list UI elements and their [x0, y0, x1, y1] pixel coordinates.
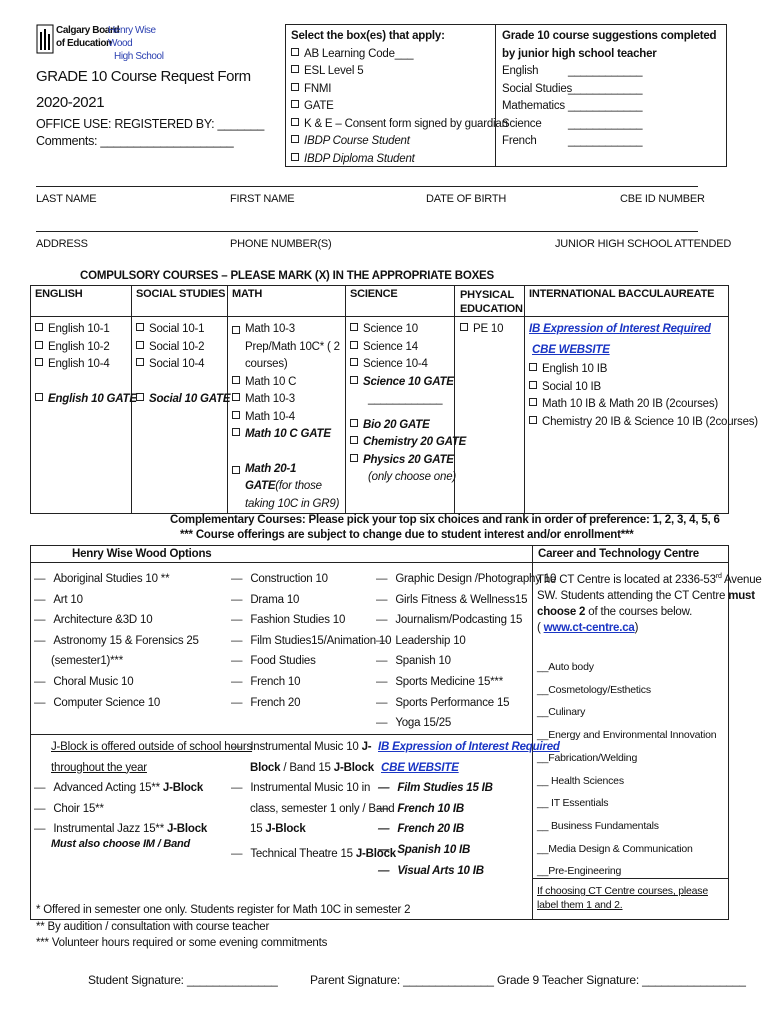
course-option[interactable]: — Computer Science 10: [34, 693, 199, 714]
science-option[interactable]: Science 10 GATE: [350, 374, 466, 392]
header-pe: PHYSICAL EDUCATION: [460, 289, 523, 315]
science-option[interactable]: Science 10: [350, 321, 466, 339]
form-title: GRADE 10 Course Request Form: [36, 68, 251, 85]
course-option[interactable]: — Journalism/Podcasting 15: [376, 610, 556, 631]
school-name-1: Henry Wise Wood: [108, 25, 156, 49]
ctc-course[interactable]: __ Business Fundamentals: [537, 819, 659, 832]
course-option[interactable]: — French 10 IB: [378, 799, 560, 820]
parent-signature[interactable]: Parent Signature: ______________: [310, 973, 494, 987]
student-signature[interactable]: Student Signature: ______________: [88, 973, 278, 987]
header-social: SOCIAL STUDIES: [136, 288, 226, 300]
field-dob: DATE OF BIRTH: [426, 193, 507, 205]
course-option[interactable]: — Choir 15**: [34, 799, 252, 820]
course-option[interactable]: — Technical Theatre 15 J-Block: [231, 844, 371, 865]
field-address: ADDRESS: [36, 238, 88, 250]
cbe-logo-icon: [36, 24, 54, 54]
course-option-cont: class, semester 1 only / Band: [250, 802, 395, 815]
ib-option[interactable]: Social 10 IB: [529, 379, 758, 397]
footnote: * Offered in semester one only. Students register for Math 10C in semester 2: [36, 904, 411, 916]
ctc-course[interactable]: __ Health Sciences: [537, 774, 624, 787]
ib-interest-link[interactable]: IB Expression of Interest Required: [378, 741, 560, 753]
english-option[interactable]: English 10-4: [35, 356, 137, 374]
science-option[interactable]: Chemistry 20 GATE: [350, 434, 466, 452]
course-option[interactable]: — Sports Medicine 15***: [376, 672, 556, 693]
suggest-subject: French: [502, 135, 537, 147]
science-option[interactable]: Physics 20 GATE: [350, 452, 466, 470]
suggest-subject: English: [502, 65, 539, 77]
form-year: 2020-2021: [36, 94, 105, 111]
course-option[interactable]: — Instrumental Music 10 J-: [231, 737, 371, 758]
complementary-line2: *** Course offerings are subject to change due to student interest and/or enrollment***: [180, 529, 634, 541]
math-option[interactable]: Math 10-4: [232, 409, 342, 427]
course-option[interactable]: — Instrumental Music 10 in: [231, 778, 371, 799]
checkbox-icon[interactable]: [350, 419, 358, 427]
checkbox-icon[interactable]: [232, 376, 240, 384]
checkbox-icon[interactable]: [136, 323, 144, 331]
ctc-course[interactable]: __Cosmetology/Esthetics: [537, 683, 651, 696]
social-option[interactable]: Social 10-2: [136, 339, 230, 357]
social-option[interactable]: Social 10 GATE: [136, 391, 230, 409]
footnote: *** Volunteer hours required or some evening commitments: [36, 937, 328, 949]
ctc-course[interactable]: __Energy and Environmental Innovation: [537, 729, 717, 742]
science-option[interactable]: Science 14: [350, 339, 466, 357]
field-first-name: FIRST NAME: [230, 193, 295, 205]
teacher-signature[interactable]: Grade 9 Teacher Signature: ________________: [497, 973, 746, 987]
select-item[interactable]: FNMI: [291, 81, 508, 99]
select-heading: Select the box(es) that apply:: [291, 30, 445, 42]
footnote: ** By audition / consultation with course teacher: [36, 920, 270, 933]
course-option[interactable]: — Astronomy 15 & Forensics 25: [34, 631, 199, 652]
must-choose-note: Must also choose IM / Band: [51, 838, 191, 850]
checkbox-icon[interactable]: [291, 118, 299, 126]
suggest-blank[interactable]: ____________: [568, 82, 643, 95]
header-ib: INTERNATIONAL BACCULAUREATE: [529, 288, 715, 300]
select-item[interactable]: ESL Level 5: [291, 63, 508, 81]
science-blank[interactable]: ____________: [368, 393, 443, 405]
science-option[interactable]: Bio 20 GATE: [350, 417, 466, 435]
social-option[interactable]: Social 10-4: [136, 356, 230, 374]
suggest-subject: Mathematics: [502, 100, 565, 112]
checkbox-icon[interactable]: [136, 358, 144, 366]
checkbox-icon[interactable]: [350, 376, 358, 384]
ib-option[interactable]: English 10 IB: [529, 361, 758, 379]
math-option[interactable]: Math 10 C GATE: [232, 426, 342, 444]
course-note: (semester1)***: [51, 655, 123, 668]
suggest-subject: Social Studies: [502, 82, 573, 95]
logo: [36, 24, 166, 62]
select-item[interactable]: IBDP Course Student: [291, 133, 508, 151]
checkbox-icon[interactable]: [35, 393, 43, 401]
checkbox-icon[interactable]: [35, 358, 43, 366]
social-option[interactable]: Social 10-1: [136, 321, 230, 339]
course-option[interactable]: — Graphic Design /Photography 10: [376, 569, 556, 590]
ctc-website-link[interactable]: www.ct-centre.ca: [543, 621, 635, 634]
checkbox-icon[interactable]: [291, 65, 299, 73]
ctc-desc: The CT Centre is located at 2336-53rd Avenue: [537, 573, 762, 586]
english-option[interactable]: English 10-1: [35, 321, 137, 339]
field-last-name: LAST NAME: [36, 193, 97, 205]
english-option[interactable]: English 10 GATE: [35, 391, 137, 409]
course-option[interactable]: — Spanish 10 IB: [378, 840, 560, 861]
ctc-header: Career and Technology Centre: [538, 548, 699, 560]
checkbox-icon[interactable]: [350, 341, 358, 349]
course-option[interactable]: — French 10: [231, 672, 391, 693]
ib-option[interactable]: Math 10 IB & Math 20 IB (2courses): [529, 396, 758, 414]
course-option[interactable]: — Leadership 10: [376, 631, 556, 652]
ib-option[interactable]: Chemistry 20 IB & Science 10 IB (2courses): [529, 414, 758, 432]
checkbox-icon[interactable]: [136, 341, 144, 349]
course-option[interactable]: — Food Studies: [231, 651, 391, 672]
checkbox-icon[interactable]: [35, 341, 43, 349]
checkbox-icon[interactable]: [232, 393, 240, 401]
course-option[interactable]: — Aboriginal Studies 10 **: [34, 569, 199, 590]
suggest-blank[interactable]: ____________: [568, 65, 643, 77]
checkbox-icon[interactable]: [529, 398, 537, 406]
cbe-website-link[interactable]: CBE WEBSITE: [381, 761, 459, 774]
ctc-note: If choosing CT Centre courses, please label them 1 and 2.: [537, 885, 708, 911]
complementary-line1: Complementary Courses: Please pick your top six choices and rank in order of preference: 1, 2, 3, 4, 5, 6: [170, 514, 720, 526]
suggest-blank[interactable]: ____________: [568, 135, 643, 147]
checkbox-icon[interactable]: [350, 358, 358, 366]
english-option[interactable]: English 10-2: [35, 339, 137, 357]
ctc-desc: choose 2 of the courses below.: [537, 605, 693, 618]
select-item[interactable]: GATE: [291, 98, 508, 116]
suggest-heading: Grade 10 course suggestions completed by junior high school teacher: [502, 30, 717, 60]
course-option[interactable]: — Fashion Studies 10: [231, 610, 391, 631]
checkbox-icon[interactable]: [291, 83, 299, 91]
board-name-2: of Education: [56, 38, 112, 49]
course-option[interactable]: — Architecture &3D 10: [34, 610, 199, 631]
ctc-course[interactable]: __Media Design & Communication: [537, 842, 693, 855]
suggest-blank[interactable]: ____________: [568, 117, 643, 130]
field-phone: PHONE NUMBER(S): [230, 238, 332, 250]
name-line[interactable]: [36, 186, 698, 187]
ctc-course[interactable]: __Fabrication/Welding: [537, 751, 638, 764]
course-option[interactable]: — Art 10: [34, 590, 199, 611]
checkbox-icon[interactable]: [350, 323, 358, 331]
course-option[interactable]: — Spanish 10: [376, 651, 556, 672]
math-option[interactable]: Math 10 C: [232, 374, 342, 392]
course-option[interactable]: — Construction 10: [231, 569, 391, 590]
course-option[interactable]: — Choral Music 10: [34, 672, 199, 693]
select-item[interactable]: IBDP Diploma Student: [291, 151, 508, 169]
ctc-course[interactable]: __Pre-Engineering: [537, 865, 622, 878]
math-option[interactable]: Math 20-1 GATE(for those taking 10C in GR9): [232, 461, 342, 514]
header-science: SCIENCE: [350, 288, 398, 300]
checkbox-icon[interactable]: [232, 466, 240, 474]
checkbox-icon[interactable]: [136, 393, 144, 401]
course-option-cont: Block / Band 15 J-Block: [250, 761, 374, 774]
checkbox-icon[interactable]: [232, 326, 240, 334]
checkbox-icon[interactable]: [291, 48, 299, 56]
checkbox-icon[interactable]: [232, 428, 240, 436]
checkbox-icon[interactable]: [529, 416, 537, 424]
address-line[interactable]: [36, 231, 698, 232]
ctc-course[interactable]: __ IT Essentials: [537, 797, 609, 810]
science-option[interactable]: Science 10-4: [350, 356, 466, 374]
school-name-2: High School: [114, 51, 164, 62]
field-jh-school: JUNIOR HIGH SCHOOL ATTENDED: [555, 238, 732, 250]
math-option[interactable]: Math 10-3: [232, 391, 342, 409]
ctc-link-row: ( www.ct-centre.ca): [537, 621, 639, 634]
math-option[interactable]: Math 10-3 Prep/Math 10C* ( 2 courses): [232, 321, 342, 374]
course-option[interactable]: — Film Studies15/Animation 10: [231, 631, 391, 652]
jblock-note: throughout the year: [51, 761, 147, 774]
science-note: (only choose one): [368, 471, 457, 483]
ctc-desc: SW. Students attending the CT Centre must: [537, 589, 755, 602]
field-cbe-id: CBE ID NUMBER: [620, 193, 705, 205]
header-english: ENGLISH: [35, 288, 83, 300]
select-item[interactable]: AB Learning Code___: [291, 46, 508, 64]
comments: Comments: ____________________: [36, 134, 234, 148]
header-math: MATH: [232, 288, 263, 300]
cbe-website-link[interactable]: CBE WEBSITE: [532, 343, 610, 356]
suggest-blank[interactable]: ____________: [568, 100, 643, 112]
course-option[interactable]: — Sports Performance 15: [376, 693, 556, 714]
hww-header: Henry Wise Wood Options: [72, 548, 212, 560]
checkbox-icon[interactable]: [291, 100, 299, 108]
jblock-note: J-Block is offered outside of school hours: [51, 741, 253, 753]
compulsory-title: COMPULSORY COURSES – PLEASE MARK (X) IN THE APPROPRIATE BOXES: [80, 270, 494, 282]
pe-option[interactable]: PE 10: [460, 321, 503, 339]
checkbox-icon[interactable]: [460, 323, 468, 331]
select-item[interactable]: K & E – Consent form signed by guardian: [291, 116, 508, 134]
ctc-course[interactable]: __Auto body: [537, 661, 594, 673]
course-option[interactable]: — Yoga 15/25: [376, 713, 556, 734]
course-option[interactable]: — Instrumental Jazz 15** J-Block: [34, 819, 252, 840]
course-option[interactable]: — Advanced Acting 15** J-Block: [34, 778, 252, 799]
checkbox-icon[interactable]: [291, 135, 299, 143]
course-option[interactable]: — French 20: [231, 693, 391, 714]
ib-interest-link[interactable]: IB Expression of Interest Required: [529, 323, 711, 335]
suggest-subject: Science: [502, 117, 542, 130]
checkbox-icon[interactable]: [350, 454, 358, 462]
course-option[interactable]: — Drama 10: [231, 590, 391, 611]
course-option[interactable]: — Film Studies 15 IB: [378, 778, 560, 799]
ctc-course[interactable]: __Culinary: [537, 706, 586, 719]
checkbox-icon[interactable]: [350, 436, 358, 444]
course-option[interactable]: — Visual Arts 10 IB: [378, 861, 560, 882]
checkbox-icon[interactable]: [529, 381, 537, 389]
checkbox-icon[interactable]: [529, 363, 537, 371]
course-option-cont: 15 J-Block: [250, 823, 306, 836]
checkbox-icon[interactable]: [232, 411, 240, 419]
board-name-1: Calgary Board: [56, 25, 120, 36]
course-option[interactable]: — French 20 IB: [378, 819, 560, 840]
course-option[interactable]: — Girls Fitness & Wellness15: [376, 590, 556, 611]
checkbox-icon[interactable]: [291, 153, 299, 161]
checkbox-icon[interactable]: [35, 323, 43, 331]
office-use: OFFICE USE: REGISTERED BY: _______: [36, 117, 265, 131]
